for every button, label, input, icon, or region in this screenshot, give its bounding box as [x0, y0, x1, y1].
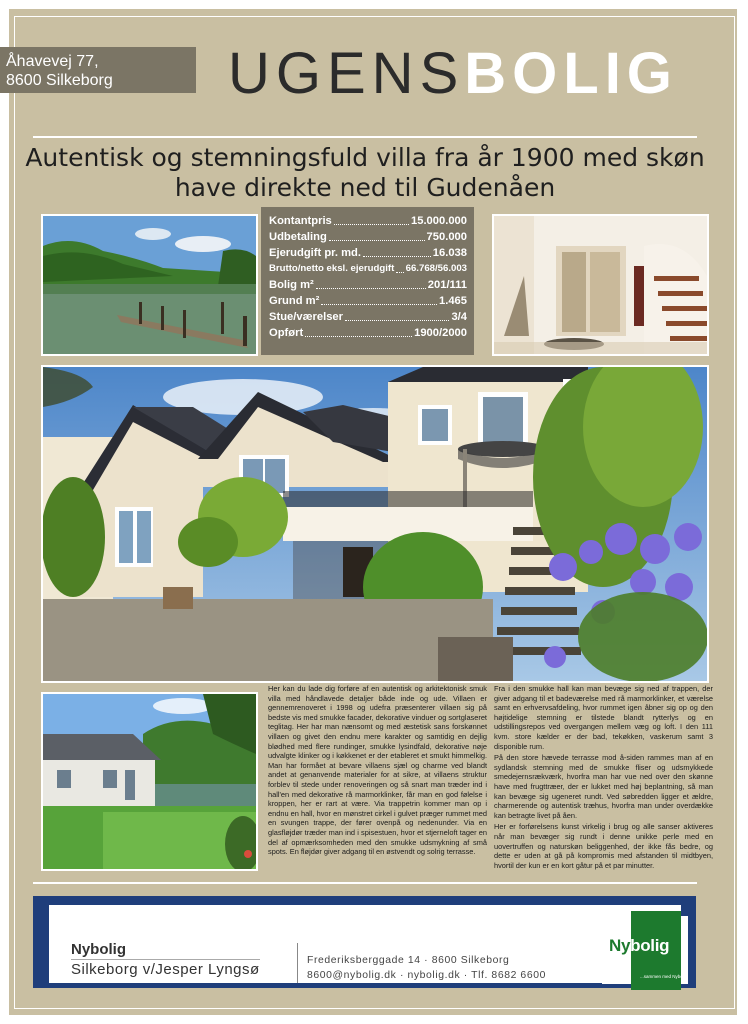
body-column-1: [268, 684, 487, 859]
fact-row: Kontantpris 15.000.000: [269, 215, 467, 227]
cottage-photo: [41, 692, 258, 871]
fact-row: Udbetaling 750.000: [269, 231, 467, 243]
body-paragraph: Her kan du lade dig forføre af en autentisk og arkitektonisk smuk villa med håndlavede detaljer både inde og ude. Villaen er gennemrenoveret i 1998 og udefra præsenterer villaen sig på bedste vis med smukke facader, dekorative vinduer og sortglaseret teglitag. Her har man nænsomt og med æstetisk sans forskønnet villaen og givet den endnu mere karakter og samtidig en dejlig blødhed med flere rundinger, smukke lysindfald, dekorative nøje udvalgte klinker og i køkkenet er der etableret et smukt himmelkig. Man har formået at bevare villaens sjæl og charme ved blandt andet at genanvende materialer for at sikre, at villaens struktur forblev til stede under renoveringen og så snart man træder ind i hall'en med dekorative rå marmorklinker, får man en god følelse i kroppen, her er rart at være. Via trappetrin kommer man op i endnu en hall, hvor en mønstret cirkel i gulvet præger rummet med en svungen trappe, der fører ovenpå og nedenunder. Via en glasfløjdør træder man ind i spisestuen, hvor et stjerneloft tager en del af opmærksomheden med den smukke udsmykning af små spots. En fløjdør giver adgang til en østvendt og solrig terrasse.: [268, 684, 487, 857]
body-paragraph: Her er forførelsens kunst virkelig i brug og alle sanser aktiveres når man bevæger sig rundt i denne unikke perle med en uovertruffen og naturskøn beliggenhed, der ikke fås bedre, og dette er uden at gå på kompromis med afstanden til midtbyen, hvortil der kun er en kort gåtur på et par minutter.: [494, 822, 713, 870]
agent-contact[interactable]: 8600@nybolig.dk · nybolig.dk · Tlf. 8682 6600: [307, 970, 546, 981]
headline-line-1: Autentisk og stemningsfuld villa fra år 1900 med skøn: [25, 143, 705, 172]
lake-jetty-image: [43, 216, 256, 354]
cottage-image: [43, 694, 256, 869]
headline-line-2: have direkte ned til Gudenåen: [174, 173, 556, 202]
house-image: [43, 367, 707, 681]
divider-top: [33, 136, 697, 138]
fact-row: Ejerudgift pr. md. 16.038: [269, 247, 467, 259]
nybolig-logo-tagline: ...sammen med Nybolig: [640, 974, 688, 979]
body-paragraph: Fra i den smukke hall kan man bevæge sig ned af trappen, der giver adgang til et badeværelse med rå marmorklinker, et værelse samt en erhvervsafdeling, hvor rummet igen åbner sig op og den højtidelige stemning er tilstede blandt rytterlys og en udstillingsrepos ved overgangen mellem væg og loft. I den 111 kvm. store kælder er der bad, tekøkken, vaskerum samt 3 disponible rum.: [494, 684, 713, 751]
fact-row: Brutto/netto eksl. ejerudgift 66.768/56.003: [269, 263, 467, 274]
fact-row: Stue/værelser 3/4: [269, 311, 467, 323]
facts-box: [261, 207, 474, 355]
divider-bottom: [33, 882, 697, 884]
agent-office: Silkeborg v/Jesper Lyngsø: [71, 961, 260, 978]
headline: [20, 143, 710, 203]
section-title: [228, 42, 678, 106]
hallway-image: [494, 216, 707, 354]
nybolig-logo-wordmark: Nybolig: [609, 936, 670, 955]
house-photo: [41, 365, 709, 683]
body-column-2: [494, 684, 713, 872]
section-title-part1: UGENS: [228, 41, 465, 106]
address-box: [0, 47, 196, 93]
address-line-1: Åhavevej 77,: [6, 53, 99, 70]
section-title-part2: BOLIG: [464, 41, 678, 106]
body-paragraph: På den store hævede terrasse mod å-siden rammes man af en sydlandsk stemning med de smukke fliser og udsmykkede smedejernsrækværk, hvorfra man har vue ned over den skønne have med frugttræer, der er lukket med høj beplantning, så man kan bevæge sig ugeneret rundt. Ved søbredden ligger et ældre, charmerende og autentisk træhus, hvorfra man under overdække kan betragte livet på åen.: [494, 753, 713, 820]
hallway-photo: [492, 214, 709, 356]
address-line-2: 8600 Silkeborg: [6, 72, 113, 89]
fact-row: Bolig m² 201/111: [269, 279, 467, 291]
lake-jetty-photo: [41, 214, 258, 356]
agent-address: Frederiksberggade 14 · 8600 Silkeborg: [307, 955, 510, 966]
agent-card: [49, 905, 681, 983]
fact-row: Opført 1900/2000: [269, 327, 467, 339]
card-divider: [297, 943, 298, 983]
agent-name: Nybolig: [71, 941, 126, 958]
fact-row: Grund m² 1.465: [269, 295, 467, 307]
